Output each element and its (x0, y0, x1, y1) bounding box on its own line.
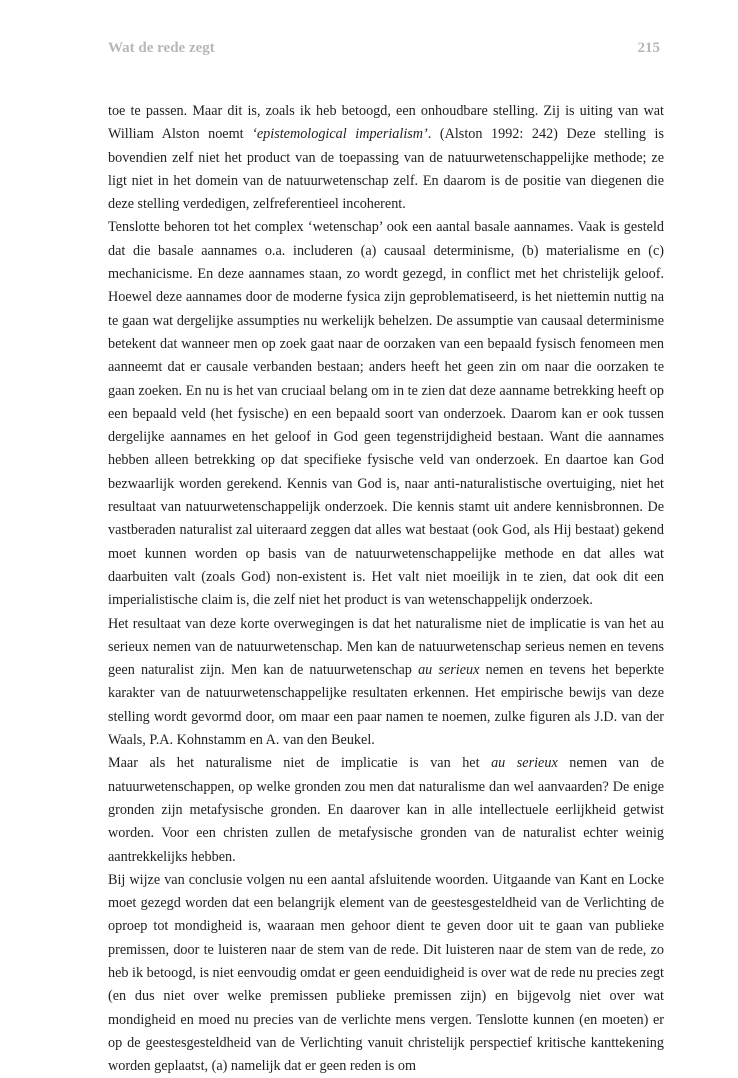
paragraph-4 (108, 752, 664, 868)
paragraph-2: Tenslotte behoren tot het complex ‘wetenschap’ ook een aantal basale aannames. Vaak is gesteld dat die basale aannames o.a. includeren (a) causaal determinisme, (b) materialisme en (c) mechanicisme. En deze aannames staan, zo wordt gezegd, in conflict met het christelijk geloof. Hoewel deze aannames door de moderne fysica zijn geproblematiseerd, is het niettemin nuttig na te gaan wat dergelijke assumpties nu werkelijk behelzen. De assumptie van causaal determinisme betekent dat wanneer men op zoek gaat naar de oorzaken van een bepaald fysisch fenomeen men aanneemt dat er causale verbanden bestaan; anders heeft het geen zin om naar die oorzaken te gaan zoeken. En nu is het van cruciaal belang om in te zien dat deze aanname betrekking heeft op een bepaald veld (het fysische) en een bepaald soort van onderzoek. Daarom kan er ook tussen dergelijke aannames en het geloof in God geen tegenstrijdigheid bestaan. Want die aannames hebben alleen betrekking op dat specifieke fysische veld van onderzoek. En daartoe kan God bezwaarlijk worden gerekend. Kennis van God is, naar anti-naturalistische overtuiging, niet het resultaat van natuurwetenschappelijk onderzoek. Die kennis stamt uit andere kennisbronnen. De vastberaden naturalist zal uiteraard zeggen dat alles wat bestaat (ook God, als Hij bestaat) gekend moet kunnen worden op basis van de natuurwetenschappelijke methode en dat alles wat daarbuiten valt (zoals God) non-existent is. Het valt niet moeilijk in te zien, dat ook dit een imperialistische claim is, die zelf niet het product is van wetenschappelijk onderzoek. (108, 219, 664, 609)
paragraph-4-text-c: nemen van de natuurwetenschappen, op welke gronden zou men dat naturalisme dan wel aanvaarden? De enige gronden zijn metafysische gronden. En daarover kan in alle intellectuele eerlijkheid getwist worden. Voor een christen zullen de metafysische gronden van de naturalist echter weinig aantrekkelijks hebben. (108, 755, 664, 865)
paragraph-3-text-a: Het resultaat van deze korte overwegingen is dat het naturalisme niet de implicatie is van het au serieux nemen van de natuurwetenschap. Men kan de natuurwetenschap serieus nemen en tevens geen naturalist zijn. Men kan de natuurwetenschap (108, 615, 664, 679)
running-title: Wat de rede zegt (108, 40, 215, 56)
paragraph-5: Bij wijze van conclusie volgen nu een aantal afsluitende woorden. Uitgaande van Kant en Locke moet gezegd worden dat een belangrijk element van de geestesgesteldheid van de Verlichting de oproep tot mondigheid is, waaraan men gehoor dient te geven door uit te gaan van publieke premissen, door te luisteren naar de stem van de rede. Dit luisteren naar de stem van de rede, zo heb ik betoogd, is niet eenvoudig omdat er geen eenduidigheid is over wat de rede nu precies zegt (en dus niet over welke premissen publieke premissen zijn) en bijgevolg niet over wat mondigheid en moed nu precies van de verlichte mens vergen. Tenslotte kunnen (en moeten) er op de geestesgesteldheid van de Verlichting vanuit christelijk perspectief kritische kanttekening worden geplaatst, (a) namelijk dat er geen reden is om (108, 871, 664, 1075)
paragraph-1-text-a: toe te passen. Maar dit is, zoals ik heb betoogd, een onhoudbare stelling. Zij is uiting van wat William Alston noemt (108, 103, 664, 143)
paragraph-4-emphasis: au serieux (491, 755, 558, 772)
paragraph-1 (108, 100, 664, 216)
paragraph-1-emphasis: ‘epistemological imperialism’ (252, 126, 428, 143)
paragraph-3-emphasis: au serieux (418, 662, 480, 679)
paragraph-3-text-c: nemen en tevens het beperkte karakter van de natuurwetenschappelijke resultaten erkennen. Het empirische bewijs van deze stelling wordt gevormd door, om maar een paar namen te noemen, zulke figuren als J.D. van der Waals, P.A. Kohnstamm en A. van den Beukel. (108, 662, 665, 749)
paragraph-4-text-a: Maar als het naturalisme niet de implicatie is van het (108, 755, 492, 772)
page-number: 215 (637, 40, 660, 56)
running-header (108, 40, 660, 57)
paragraph-3 (108, 613, 664, 753)
paragraph-1-text-c: . (Alston 1992: 242) Deze stelling is bovendien zelf niet het product van de toepassing van de natuurwetenschappelijke methode; ze ligt niet in het domein van de natuurwetenschap zelf. En daarom is de positie van diegenen die deze stelling verdedigen, zelfreferentieel incoherent. (108, 126, 664, 213)
body-text (108, 100, 664, 1078)
